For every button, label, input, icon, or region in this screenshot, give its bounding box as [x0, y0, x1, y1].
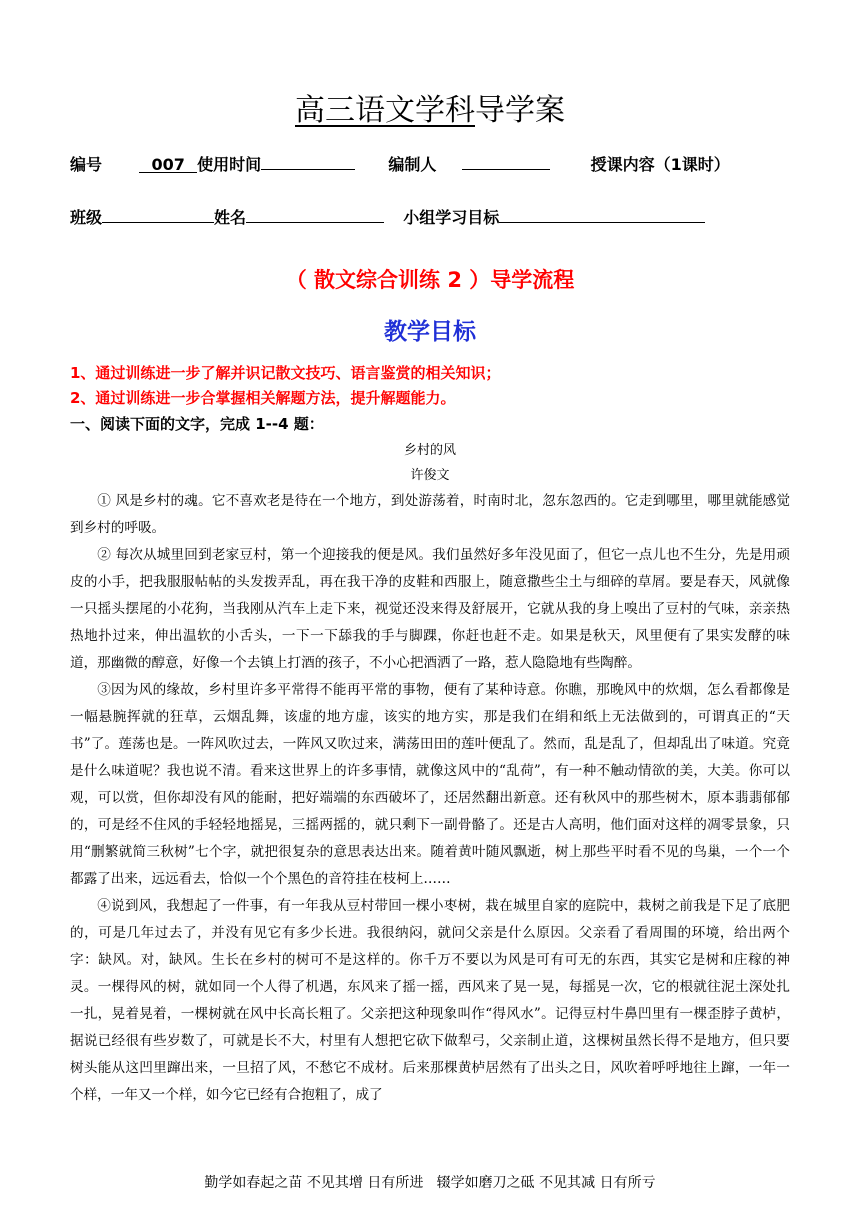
group-goal-blank[interactable]: [499, 204, 705, 223]
number-value: 007: [139, 154, 197, 173]
flow-title: （ 散文综合训练 2 ）导学流程: [285, 268, 575, 292]
time-blank[interactable]: [261, 151, 355, 170]
objective-item: 1、通过训练进一步了解并识记散文技巧、语言鉴赏的相关知识；: [70, 364, 501, 382]
article-author: 许俊文: [410, 468, 450, 483]
editor-blank[interactable]: [462, 151, 550, 170]
objective-item: 2、通过训练进一步合掌握相关解题方法，提升解题能力。: [70, 389, 456, 407]
editor-label: 编制人: [388, 155, 437, 174]
article-paragraph: ③因为风的缘故，乡村里许多平常得不能再平常的事物，便有了某种诗意。你瞧，那晚风中的炊烟，怎么看都像是一幅悬腕挥就的狂草，云烟乱舞，该虚的地方虚，该实的地方实，那是我们在绢和纸上无法做到的，可谓真正的“天书”了。莲荡也是。一阵风吹过去，一阵风又吹过来，满荡田田的莲叶便乱了。然而，乱是乱了，但却乱出了味道。究竟是什么味道呢？我也说不清。看来这世界上的许多事情，就像这风中的“乱荷”，有一种不触动情欲的美，大美。你可以观，可以赏，但你却没有风的能耐，把好端端的东西破坏了，还居然翻出新意。还有秋风中的那些树木，原本翡翡郁郁的，可是经不住风的手轻轻地摇晃，三摇两摇的，就只剩下一副骨骼了。还是古人高明，他们面对这样的凋零景象，只用“删繁就简三秋树”七个字，就把很复杂的意思表达出来。随着黄叶随风飘逝，树上那些平时看不见的鸟巢，一个一个都露了出来，远远看去，恰似一个个黑色的音符挂在枝柯上……: [70, 682, 790, 887]
page-title-rest: 导学案: [475, 93, 565, 128]
article-paragraph: ① 风是乡村的魂。它不喜欢老是待在一个地方，到处游荡着，时南时北，忽东忽西的。它走到哪里，哪里就能感觉到乡村的呼吸。: [70, 493, 790, 536]
page-title: [0, 93, 860, 129]
time-label: 使用时间: [197, 155, 262, 174]
page-footer-motto: 勤学如春起之苗 不见其增 日有所进 辍学如磨刀之砥 不见其减 日有所亏: [204, 1175, 656, 1191]
class-blank[interactable]: [102, 204, 214, 223]
objectives-title: 教学目标: [384, 319, 476, 345]
name-blank[interactable]: [246, 204, 384, 223]
article-paragraph: ④说到风，我想起了一件事，有一年我从豆村带回一棵小枣树，栽在城里自家的庭院中，栽树之前我是下足了底肥的，可是几年过去了，并没有见它有多少长进。我很纳闷，就问父亲是什么原因。父亲看了看周围的环境，给出两个字：缺风。对，缺风。生长在乡村的树可不是这样的。你千万不要以为风是可有可无的东西，其实它是树和庄稼的神灵。一棵得风的树，就如同一个人得了机遇，东风来了摇一摇，西风来了晃一晃，每摇晃一次，它的根就往泥土深处扎一扎，晃着晃着，一棵树就在风中长高长粗了。父亲把这种现象叫作“得风水”。记得豆村牛鼻凹里有一棵歪脖子黄栌，据说已经很有些岁数了，可就是长不大，村里有人想把它砍下做犁弓，父亲制止道，这棵树虽然长得不是地方，但只要树头能从这凹里蹿出来，一旦招了风，不愁它不成材。后来那棵黄栌居然有了出头之日，风吹着呼呼地往上蹿，一年一个样，一年又一个样，如今它已经有合抱粗了，成了: [70, 898, 790, 1103]
group-goal-label: 小组学习目标: [403, 208, 500, 227]
article-paragraph: ② 每次从城里回到老家豆村，第一个迎接我的便是风。我们虽然好多年没见面了，但它一点儿也不生分，先是用顽皮的小手，把我服服帖帖的头发拨弄乱，再在我干净的皮鞋和西服上，随意撒些尘土与细碎的草屑。要是春天，风就像一只摇头摆尾的小花狗，当我刚从汽车上走下来，视觉还没来得及舒展开，它就从我的身上嗅出了豆村的气味，亲亲热热地扑过来，伸出温软的小舌头，一下一下舔我的手与脚踝，你赶也赶不走。如果是秋天，风里便有了果实发酵的味道，那幽微的醇意，好像一个去镇上打酒的孩子，不小心把酒洒了一路，惹人隐隐地有些陶醉。: [70, 547, 790, 671]
article-body: [70, 488, 790, 1109]
article-title: 乡村的风: [403, 443, 456, 458]
meta-row-class: [70, 204, 705, 229]
content-label: 授课内容（1课时）: [590, 155, 730, 174]
meta-row-number: [70, 151, 730, 176]
number-label: 编号: [70, 155, 103, 174]
page-title-underlined: 高三语文学科: [295, 93, 475, 128]
class-label: 班级: [70, 208, 103, 227]
name-label: 姓名: [214, 208, 247, 227]
task-instruction: 一、阅读下面的文字，完成 1--4 题：: [70, 415, 324, 433]
